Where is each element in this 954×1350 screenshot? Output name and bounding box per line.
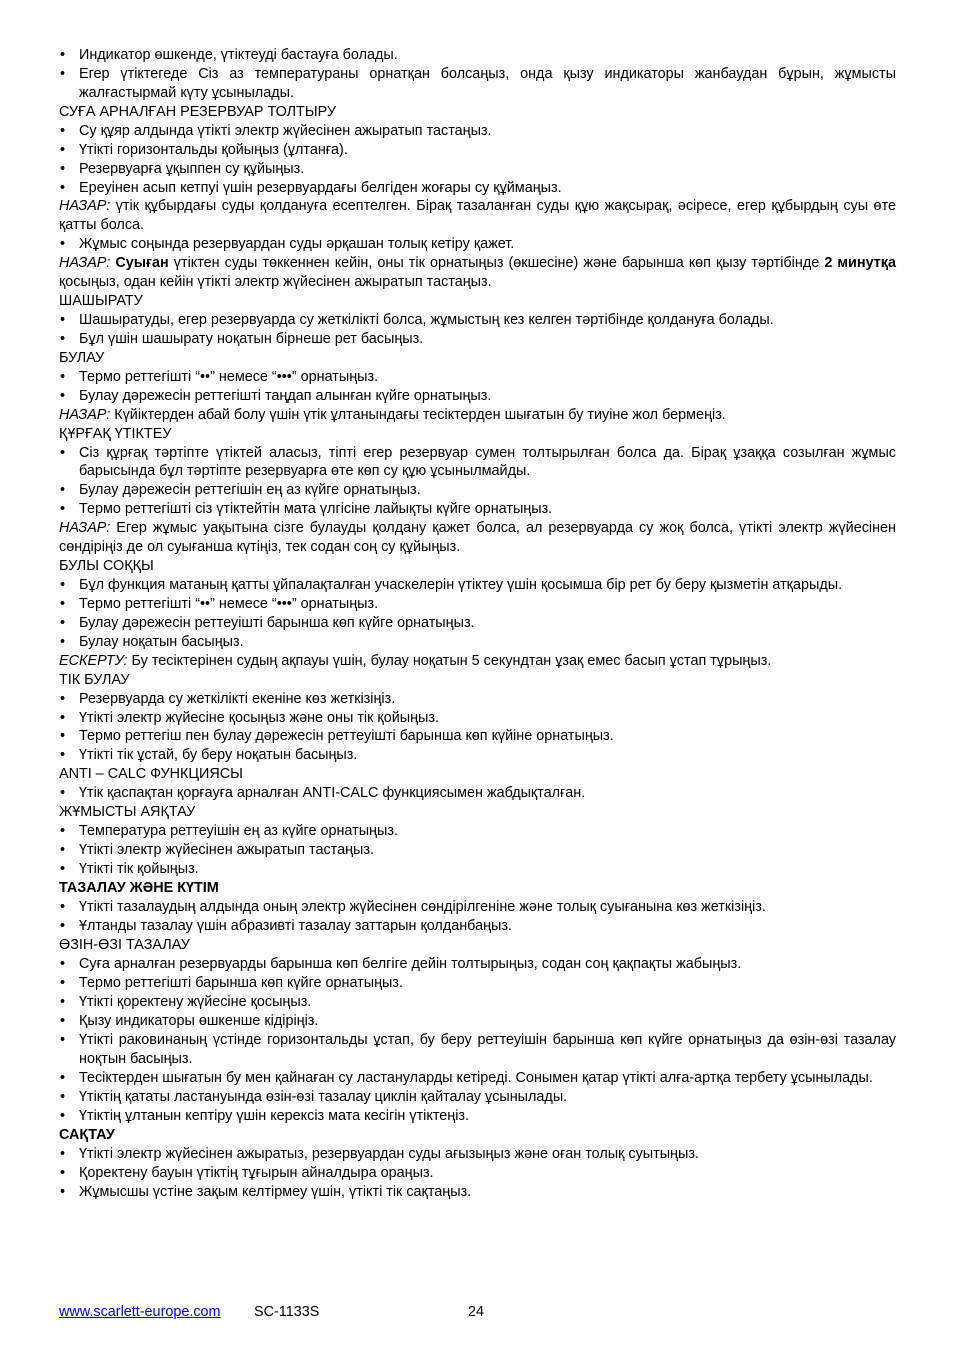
bullet-item [59,160,896,179]
bullet-icon: • [60,482,66,499]
bullet-icon: • [60,1069,66,1086]
bullet-icon: • [60,595,66,612]
bullet-text: Үтікті тік қойыңыз. [79,861,199,878]
bullet-item [59,974,896,993]
section-heading: БУЛАУ [59,349,105,366]
bullet-icon: • [60,501,66,518]
bullet-icon: • [60,311,66,328]
bullet-icon: • [60,1013,66,1030]
bullet-text: Қоректену бауын үтіктің тұғырын айналдыра ораңыз. [79,1164,434,1181]
bullet-item [59,898,896,917]
bullet-text: Тесіктерден шығатын бу мен қайнаған су ластануларды кетіреді. Сонымен қатар үтікті алға-артқа тербету ұсынылады. [79,1069,873,1086]
bullet-text: Термо реттегіш пен булау дәрежесін реттеуішті барынша көп күйіне орнатыңыз. [79,728,614,745]
bullet-item [59,311,896,330]
bullet-item [59,1107,896,1126]
note-label: НАЗАР: [59,520,111,537]
bullet-text: Ереуінен асып кетпуі үшін резервуардағы белгіден жоғары су құймаңыз. [79,179,562,196]
bullet-text: Резервуарға ұқыппен су құйыңыз. [79,160,305,177]
bullet-icon: • [60,1164,66,1181]
bullet-icon: • [60,861,66,878]
bullet-text: Температура реттеуішін ең аз күйге орнатыңыз. [79,823,398,840]
bullet-item [59,860,896,879]
bullet-item [59,330,896,349]
bullet-text: Үтіктің ұлтанын кептіру үшін керексіз мата кесігін үтіктеңіз. [79,1107,469,1124]
section-heading: ЖҰМЫСТЫ АЯҚТАУ [59,804,196,821]
bullet-text: Булау дәрежесін реттеуішті барынша көп күйге орнатыңыз. [79,614,475,631]
bullet-item [59,444,896,481]
bullet-icon: • [60,709,66,726]
bullet-text: Үтікті горизонтальды қойыңыз (ұлтанға). [79,141,348,158]
bullet-item [59,595,896,614]
bullet-icon: • [60,236,66,253]
note-label: НАЗАР: [59,198,111,215]
section-heading: БУЛЫ СОҚҚЫ [59,557,154,574]
bullet-text: Термо реттегішті сіз үтіктейтін мата үлгісіне лайықты күйге орнатыңыз. [79,501,553,518]
note-text: үтік құбырдағы суды қолдануға есептелген. Бірақ тазаланған суды құю жақсырақ, әсіресе, егер құбырдың суы өте қатты болса. [59,198,896,234]
bullet-text: Үтіктің қататы ластануында өзін-өзі тазалау циклін қайталау ұсынылады. [79,1088,568,1105]
bullet-text: Термо реттегішті “••” немесе “•••” орнатыңыз. [79,595,379,612]
bullet-item [59,46,896,65]
note-paragraph [59,197,896,234]
section-heading: ҚҰРҒАҚ ҮТІКТЕУ [59,425,172,442]
bullet-text: Индикатор өшкенде, үтіктеуді бастауға болады. [79,47,398,63]
note-text: Бу тесіктерінен судың ақпауы үшін, булау ноқатын 5 секундтан ұзақ емес басып ұстап тұрыңыз. [127,652,772,669]
bullet-text: Қызу индикаторы өшкенше кідіріңіз. [79,1013,319,1030]
bullet-text: Үтікті раковинаның үстінде горизонтальды ұстап, бу беру реттеуішін барынша көп күйге орнатыңыз да өзін-өзі тазалау ноқтын басыңыз. [79,1032,896,1067]
note-label: ЕСКЕРТУ: [59,652,128,669]
bullet-icon: • [60,747,66,764]
bullet-item [59,481,896,500]
note-emphasis: Суыған [115,255,169,272]
bullet-icon: • [60,387,66,404]
bullet-item [59,1069,896,1088]
bullet-icon: • [60,576,66,593]
bullet-icon: • [60,956,66,973]
note-text: үтіктен суды төккеннен кейін, оны тік орнатыңыз (өкшесіне) және барынша көп қызу тәртібінде [168,255,825,272]
note-text: Күйіктерден абай болу үшін үтік ұлтанындағы тесіктерден шығатын бу тиуіне жол бермеңіз. [110,406,726,423]
bullet-icon: • [60,918,66,935]
bullet-item [59,1145,896,1164]
bullet-text: Ұлтанды тазалау үшін абразивті тазалау заттарын қолданбаңыз. [79,918,512,935]
bullet-icon: • [60,842,66,859]
bullet-text: Бұл үшін шашырату ноқатын бірнеше рет басыңыз. [79,330,424,347]
note-text: Егер жұмыс уақытына сізге булауды қолдану қажет болса, ал резервуарда су жоқ болса, үтікті электр жүйесінен сөндіріңіз де ол суығанша күтіңіз, тек содан соң су құйыңыз. [59,520,896,555]
bullet-icon: • [60,65,66,82]
section-heading: ANTI – CALC ФУНКЦИЯСЫ [59,766,243,783]
bullet-text: Сіз құрғақ тәртіпте үтіктей аласыз, тіпті егер резервуар сумен толтырылған болса да. Бірақ ұзаққа созылған жұмыс барысында бұл тәртіпте резервуарға өте көп су құю ұсынылмайды. [79,444,896,480]
section-heading: ТІК БУЛАУ [59,671,130,688]
bullet-item [59,1088,896,1107]
bullet-item [59,841,896,860]
bullet-text: Булау дәрежесін реттегішті таңдап алынған күйге орнатыңыз. [79,387,492,404]
bullet-item [59,122,896,141]
bullet-text: Термо реттегішті барынша көп күйге орнатыңыз. [79,975,403,992]
bullet-icon: • [60,1088,66,1105]
bullet-item [59,387,896,406]
bullet-icon: • [60,1183,66,1200]
section-heading: ӨЗІН-ӨЗІ ТАЗАЛАУ [59,937,190,954]
bullet-text: Су құяр алдында үтікті электр жүйесінен ажыратып тастаңыз. [79,122,492,139]
bullet-icon: • [60,899,66,916]
website-link[interactable]: www.scarlett-europe.com [59,1304,221,1320]
bullet-text: Шашыратуды, егер резервуарда су жеткілікті болса, жұмыстың кез келген тәртібінде қолдануға болады. [79,311,774,328]
bullet-icon: • [60,823,66,840]
bullet-text: Жұмысшы үстіне зақым келтірмеу үшін, үтікті тік сақтаңыз. [79,1183,472,1200]
bullet-item [59,822,896,841]
bullet-icon: • [60,368,66,385]
bullet-item [59,576,896,595]
note-label: НАЗАР: [59,406,111,423]
bullet-icon: • [60,633,66,650]
note-paragraph [59,652,896,671]
bullet-icon: • [60,728,66,745]
bullet-text: Резервуарда су жеткілікті екеніне көз жеткізіңіз. [79,690,396,707]
bullet-item [59,141,896,160]
note-text: қосыңыз, одан кейін үтікті электр жүйесінен ажыратып тастаңыз. [59,273,492,290]
bullet-item [59,690,896,709]
bullet-text: Суға арналған резервуарды барынша көп белгіге дейін толтырыңыз, содан соң қақпақты жабыңыз. [79,956,742,973]
page-footer [59,1304,896,1324]
bullet-text: Үтікті қоректену жүйесіне қосыңыз. [79,994,312,1011]
bullet-text: Жұмыс соңында резервуардан суды әрқашан толық кетіру қажет. [79,236,515,253]
bullet-text: Термо реттегішті “••” немесе “•••” орнатыңыз. [79,368,379,385]
bullet-item [59,235,896,254]
bullet-item [59,500,896,519]
bullet-text: Үтікті тік ұстай, бу беру ноқатын басыңыз. [79,747,358,764]
bullet-item [59,368,896,387]
bullet-item [59,1183,896,1202]
bullet-icon: • [60,785,66,802]
bullet-icon: • [60,975,66,992]
note-emphasis: 2 минутқа [824,255,897,272]
bullet-item [59,784,896,803]
bullet-text: Үтікті электр жүйесінен ажыратыз, резервуардан суды ағызыңыз және оған толық суытыңыз. [79,1145,699,1162]
bullet-icon: • [60,330,66,347]
bullet-icon: • [60,1145,66,1162]
bullet-icon: • [60,994,66,1011]
bullet-text: Үтікті электр жүйесіне қосыңыз және оны тік қойыңыз. [79,709,439,726]
bullet-icon: • [60,141,66,158]
bullet-icon: • [60,614,66,631]
bullet-item [59,727,896,746]
section-heading: САҚТАУ [59,1126,115,1143]
bullet-item [59,614,896,633]
bullet-text: Үтікті электр жүйесінен ажыратып тастаңыз. [79,842,375,859]
bullet-item [59,65,896,102]
bullet-icon: • [60,160,66,177]
bullet-text: Бұл функция матаның қатты ұйпалақталған учаскелерін үтіктеу үшін қосымша бір рет бу беру қызметін атқарыды. [79,576,843,593]
section-heading: ТАЗАЛАУ ЖӘНЕ КҮТІМ [59,880,219,897]
bullet-item [59,955,896,974]
note-paragraph [59,406,896,425]
bullet-icon: • [60,1032,66,1049]
manual-page-content [59,46,896,1202]
note-label: НАЗАР: [59,255,111,272]
bullet-item [59,709,896,728]
bullet-icon: • [60,122,66,139]
bullet-item [59,993,896,1012]
bullet-text: Үтікті тазалаудың алдында оның электр жүйесінен сөндірілгеніне және толық суығанына көз жеткізіңіз. [79,899,766,916]
note-paragraph [59,254,896,291]
bullet-icon: • [60,179,66,196]
model-number: SC-1133S [254,1304,320,1320]
page-number: 24 [468,1304,485,1320]
bullet-text: Булау дәрежесін реттегішін ең аз күйге орнатыңыз. [79,482,421,499]
bullet-icon: • [60,444,66,461]
bullet-text: Үтік қаспақтан қорғауға арналған ANTI-CALC функциясымен жабдықталған. [79,785,586,802]
bullet-icon: • [60,1107,66,1124]
section-heading: СУҒА АРНАЛҒАН РЕЗЕРВУАР ТОЛТЫРУ [59,103,337,120]
bullet-text: Егер үтіктегеде Сіз аз температураны орнатқан болсаңыз, онда қызу индикаторы жанбаудан бұрын, жұмысты жалғастырмай күту ұсынылады. [79,65,896,101]
bullet-item [59,1012,896,1031]
note-paragraph [59,519,896,556]
section-heading: ШАШЫРАТУ [59,292,143,309]
bullet-item [59,917,896,936]
bullet-item [59,1164,896,1183]
bullet-icon: • [60,47,66,63]
bullet-text: Булау ноқатын басыңыз. [79,633,244,650]
bullet-item [59,179,896,198]
bullet-icon: • [60,690,66,707]
bullet-item [59,1031,896,1068]
bullet-item [59,746,896,765]
bullet-item [59,633,896,652]
